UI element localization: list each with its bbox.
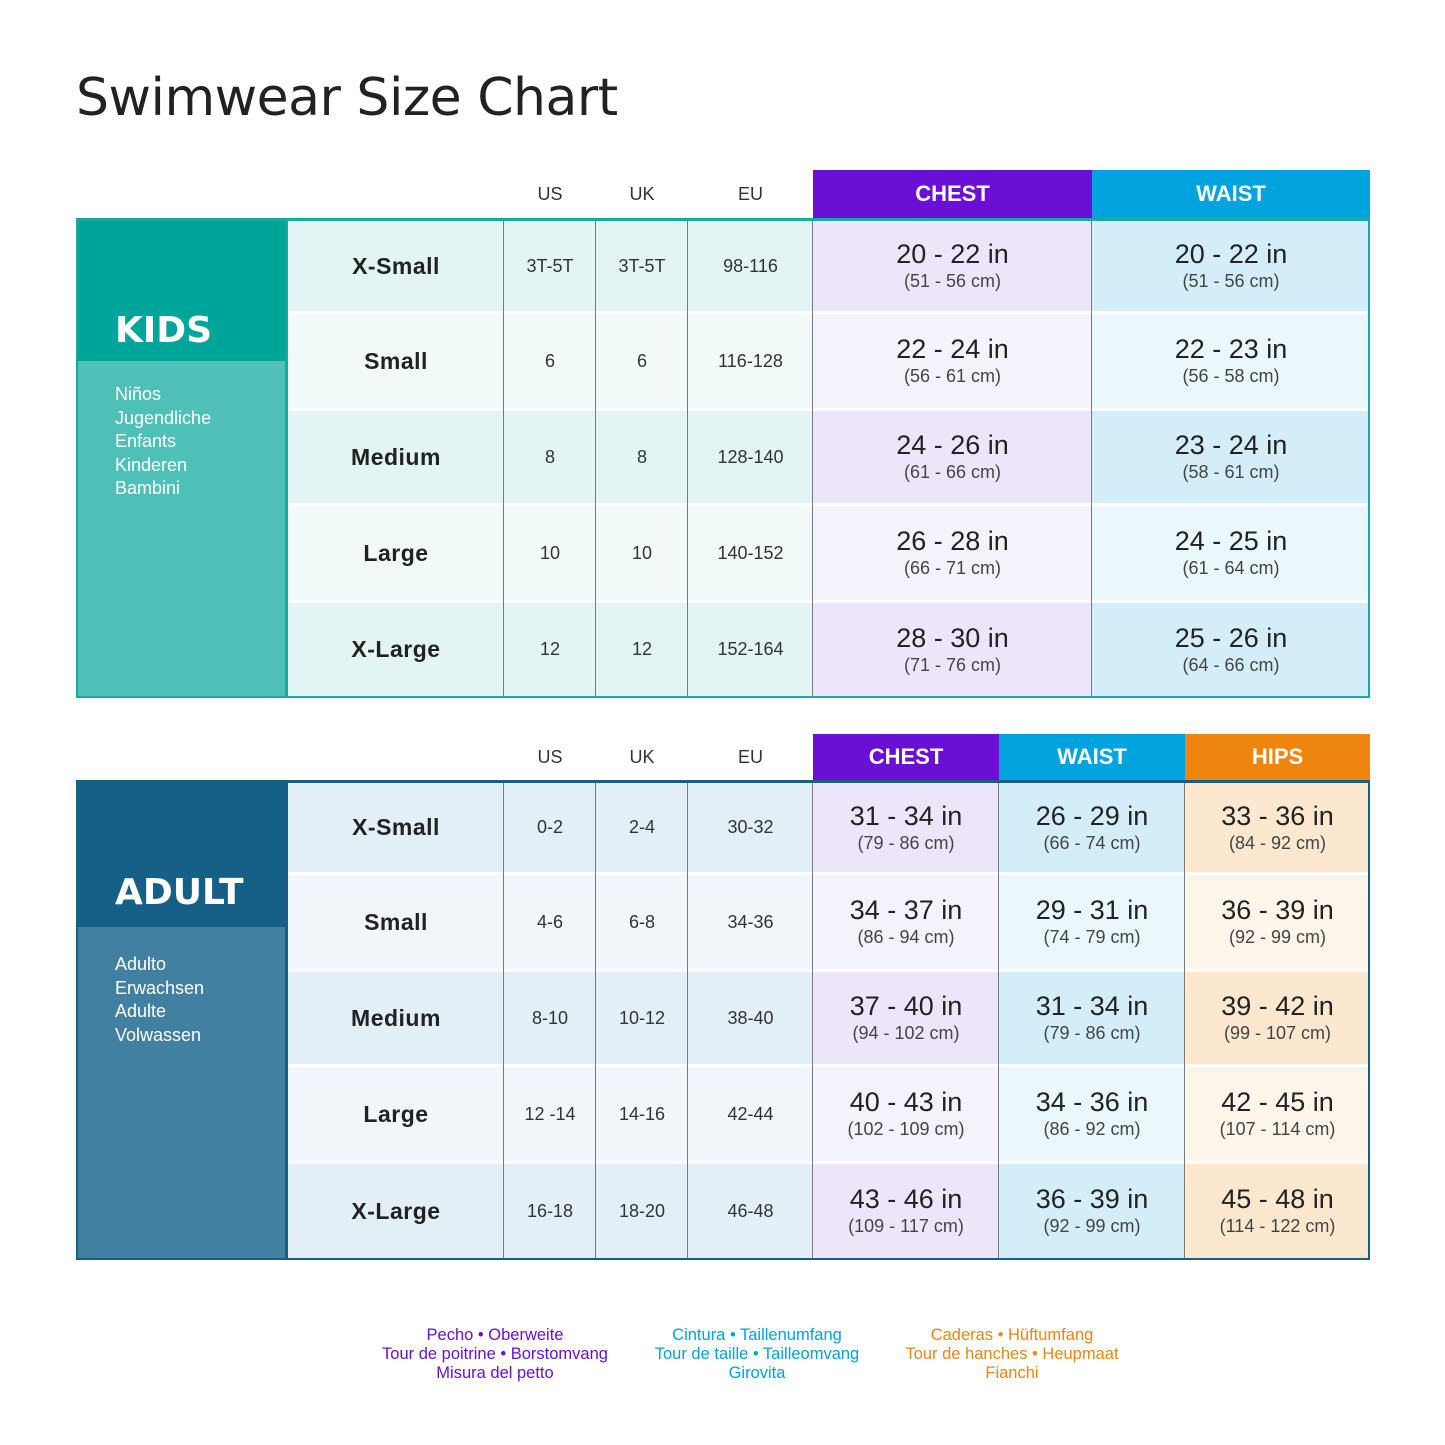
- waist-centimeters: (74 - 79 cm): [1043, 927, 1141, 947]
- kids-row: [288, 603, 1368, 696]
- chest-inches: 31 - 34 in: [849, 800, 963, 831]
- kids-us-cell: 6: [504, 314, 596, 408]
- adult-us-cell: 16-18: [504, 1164, 596, 1258]
- adult-chest-cell: [813, 1164, 999, 1258]
- kids-column-divider: [503, 218, 504, 698]
- adult-column-divider: [503, 780, 504, 1260]
- kids-waist-cell: [1092, 603, 1370, 696]
- adult-translations: [115, 953, 204, 1047]
- waist-inches: 23 - 24 in: [1174, 430, 1288, 460]
- waist-centimeters: (86 - 92 cm): [1043, 1119, 1141, 1139]
- kids-eu-header: EU: [737, 183, 763, 204]
- adult-hips-cell: [1185, 783, 1370, 872]
- chest-centimeters: (61 - 66 cm): [903, 462, 1002, 482]
- adult-column-divider: [998, 780, 999, 1260]
- page-title: Swimwear Size Chart: [76, 68, 618, 128]
- kids-us-cell: 10: [504, 506, 596, 600]
- adult-row: [288, 972, 1368, 1064]
- adult-uk-header: UK: [629, 746, 655, 767]
- adult-column-divider: [595, 780, 596, 1260]
- kids-label: KIDS: [115, 310, 213, 351]
- waist-inches: 25 - 26 in: [1174, 622, 1288, 653]
- adult-us-cell: 8-10: [504, 972, 596, 1064]
- adult-eu-cell: 42-44: [688, 1067, 813, 1161]
- chest-centimeters: (66 - 71 cm): [903, 558, 1002, 578]
- adult-panel-translations: [76, 927, 285, 1258]
- waist-centimeters: (79 - 86 cm): [1043, 1023, 1141, 1043]
- adult-chest-header: CHEST: [813, 734, 999, 780]
- adult-column-divider: [1184, 780, 1185, 1260]
- chest-inches: 22 - 24 in: [896, 334, 1009, 364]
- chest-inches: 37 - 40 in: [849, 991, 963, 1021]
- translation-item: Erwachsen: [115, 977, 205, 998]
- waist-legend-line: Tour de taille • Tailleomvang: [654, 1345, 860, 1363]
- adult-us-header: US: [537, 746, 563, 767]
- chest-inches: 26 - 28 in: [896, 526, 1009, 556]
- kids-us-cell: 8: [504, 411, 596, 503]
- kids-row: [288, 314, 1368, 408]
- kids-eu-cell: 152-164: [688, 603, 813, 696]
- adult-us-cell: 0-2: [504, 783, 596, 872]
- kids-panel-translations: [76, 361, 285, 696]
- translation-item: Enfants: [115, 431, 177, 451]
- adult-waist-cell: [999, 783, 1185, 872]
- adult-uk-cell: 6-8: [596, 875, 688, 969]
- kids-panel: [76, 218, 285, 696]
- kids-row: [288, 411, 1368, 503]
- waist-centimeters: (58 - 61 cm): [1182, 462, 1280, 482]
- kids-size-cell: Small: [288, 314, 504, 408]
- waist-centimeters: (64 - 66 cm): [1182, 654, 1280, 675]
- hips-centimeters: (92 - 99 cm): [1228, 927, 1327, 947]
- adult-row: [288, 875, 1368, 969]
- hips-centimeters: (84 - 92 cm): [1228, 832, 1327, 853]
- chest-inches: 43 - 46 in: [849, 1184, 963, 1214]
- translation-item: Niños: [115, 384, 162, 404]
- adult-eu-cell: 34-36: [688, 875, 813, 969]
- waist-centimeters: (51 - 56 cm): [1182, 271, 1280, 291]
- adult-row: [288, 1067, 1368, 1161]
- hips-centimeters: (99 - 107 cm): [1223, 1023, 1332, 1043]
- chest-centimeters: (79 - 86 cm): [857, 832, 955, 853]
- hips-inches: 33 - 36 in: [1221, 800, 1334, 831]
- hips-legend-line: Caderas • Hüftumfang: [930, 1326, 1094, 1344]
- adult-waist-cell: [999, 972, 1185, 1064]
- adult-eu-cell: 38-40: [688, 972, 813, 1064]
- chest-centimeters: (51 - 56 cm): [903, 271, 1002, 291]
- adult-size-cell: X-Large: [288, 1164, 504, 1258]
- waist-inches: 22 - 23 in: [1174, 334, 1288, 364]
- kids-size-cell: Medium: [288, 411, 504, 503]
- adult-waist-cell: [999, 1164, 1185, 1258]
- hips-inches: 36 - 39 in: [1221, 895, 1334, 925]
- chest-inches: 24 - 26 in: [896, 430, 1009, 460]
- adult-column-divider: [285, 780, 288, 1260]
- kids-column-divider: [595, 218, 596, 698]
- hips-centimeters: (114 - 122 cm): [1219, 1216, 1336, 1236]
- chest-centimeters: (71 - 76 cm): [903, 654, 1002, 675]
- kids-column-divider: [812, 218, 813, 698]
- kids-uk-cell: 10: [596, 506, 688, 600]
- kids-uk-cell: 3T-5T: [596, 221, 688, 311]
- waist-inches: 24 - 25 in: [1174, 526, 1288, 556]
- adult-eu-header: EU: [737, 746, 763, 767]
- adult-hips-cell: [1185, 1164, 1370, 1258]
- kids-waist-cell: [1092, 221, 1370, 311]
- adult-eu-cell: 46-48: [688, 1164, 813, 1258]
- adult-waist-cell: [999, 1067, 1185, 1161]
- kids-eu-cell: 128-140: [688, 411, 813, 503]
- adult-panel: [76, 780, 285, 1258]
- adult-uk-cell: 18-20: [596, 1164, 688, 1258]
- kids-waist-cell: [1092, 411, 1370, 503]
- kids-translations: [115, 383, 211, 501]
- kids-chest-cell: [813, 314, 1092, 408]
- waist-inches: 29 - 31 in: [1035, 895, 1149, 925]
- kids-size-table: [76, 170, 1370, 698]
- kids-eu-cell: 98-116: [688, 221, 813, 311]
- translation-item: Volwassen: [115, 1024, 202, 1045]
- adult-size-cell: Medium: [288, 972, 504, 1064]
- adult-uk-cell: 10-12: [596, 972, 688, 1064]
- translation-item: Kinderen: [115, 454, 188, 475]
- adult-row: [288, 1164, 1368, 1258]
- kids-row: [288, 506, 1368, 600]
- adult-eu-cell: 30-32: [688, 783, 813, 872]
- adult-chest-cell: [813, 1067, 999, 1161]
- adult-us-cell: 12 -14: [504, 1067, 596, 1161]
- kids-waist-cell: [1092, 506, 1370, 600]
- kids-chest-cell: [813, 411, 1092, 503]
- kids-us-cell: 12: [504, 603, 596, 696]
- adult-uk-cell: 2-4: [596, 783, 688, 872]
- kids-chest-cell: [813, 221, 1092, 311]
- kids-size-cell: X-Small: [288, 221, 504, 311]
- hips-legend: [862, 1326, 1162, 1383]
- adult-size-cell: Large: [288, 1067, 504, 1161]
- kids-column-divider: [687, 218, 688, 698]
- adult-uk-cell: 14-16: [596, 1067, 688, 1161]
- kids-column-divider: [1091, 218, 1092, 698]
- chest-inches: 20 - 22 in: [896, 239, 1009, 269]
- translation-item: Adulte: [115, 1001, 167, 1021]
- adult-size-cell: X-Small: [288, 783, 504, 872]
- adult-size-cell: Small: [288, 875, 504, 969]
- adult-hips-cell: [1185, 875, 1370, 969]
- adult-us-cell: 4-6: [504, 875, 596, 969]
- adult-hips-header: HIPS: [1185, 734, 1370, 780]
- kids-uk-cell: 6: [596, 314, 688, 408]
- chest-legend-line: Pecho • Oberweite: [426, 1326, 564, 1344]
- chest-inches: 40 - 43 in: [849, 1087, 963, 1117]
- kids-waist-cell: [1092, 314, 1370, 408]
- adult-chest-cell: [813, 972, 999, 1064]
- waist-centimeters: (92 - 99 cm): [1043, 1216, 1141, 1236]
- chest-inches: 28 - 30 in: [896, 622, 1009, 653]
- kids-eu-cell: 116-128: [688, 314, 813, 408]
- hips-legend-line: Fianchi: [985, 1364, 1039, 1382]
- waist-inches: 31 - 34 in: [1035, 991, 1149, 1021]
- waist-centimeters: (61 - 64 cm): [1182, 558, 1280, 578]
- kids-uk-cell: 12: [596, 603, 688, 696]
- kids-size-cell: X-Large: [288, 603, 504, 696]
- kids-chest-cell: [813, 603, 1092, 696]
- adult-panel-header: [76, 780, 285, 927]
- chest-centimeters: (102 - 109 cm): [847, 1119, 965, 1139]
- waist-inches: 26 - 29 in: [1035, 800, 1149, 831]
- chest-inches: 34 - 37 in: [849, 895, 963, 925]
- adult-waist-header: WAIST: [999, 734, 1185, 780]
- waist-inches: 36 - 39 in: [1035, 1184, 1149, 1214]
- kids-us-cell: 3T-5T: [504, 221, 596, 311]
- chest-centimeters: (56 - 61 cm): [903, 366, 1002, 386]
- chest-legend: [345, 1326, 645, 1383]
- chest-centimeters: (109 - 117 cm): [848, 1216, 964, 1236]
- kids-column-divider: [285, 218, 288, 698]
- adult-chest-cell: [813, 783, 999, 872]
- adult-size-table: [76, 734, 1370, 1260]
- translation-item: Jugendliche: [115, 407, 212, 428]
- kids-size-cell: Large: [288, 506, 504, 600]
- kids-uk-cell: 8: [596, 411, 688, 503]
- chest-legend-line: Tour de poitrine • Borstomvang: [382, 1345, 608, 1363]
- translation-item: Bambini: [115, 478, 181, 498]
- kids-panel-header: [76, 218, 285, 361]
- kids-uk-header: UK: [629, 183, 655, 204]
- kids-us-header: US: [537, 183, 563, 204]
- adult-hips-cell: [1185, 1067, 1370, 1161]
- kids-chest-cell: [813, 506, 1092, 600]
- hips-inches: 45 - 48 in: [1221, 1184, 1334, 1214]
- waist-inches: 20 - 22 in: [1174, 239, 1288, 269]
- hips-centimeters: (107 - 114 cm): [1219, 1119, 1336, 1139]
- kids-row: [288, 221, 1368, 311]
- waist-legend-line: Girovita: [728, 1364, 786, 1382]
- adult-column-divider: [812, 780, 813, 1260]
- adult-label: ADULT: [115, 872, 244, 913]
- waist-legend-line: Cintura • Taillenumfang: [672, 1326, 842, 1344]
- waist-centimeters: (66 - 74 cm): [1043, 832, 1141, 853]
- adult-column-divider: [687, 780, 688, 1260]
- hips-inches: 42 - 45 in: [1221, 1087, 1334, 1117]
- chest-legend-line: Misura del petto: [436, 1364, 554, 1382]
- waist-inches: 34 - 36 in: [1035, 1087, 1149, 1117]
- adult-chest-cell: [813, 875, 999, 969]
- hips-legend-line: Tour de hanches • Heupmaat: [905, 1345, 1119, 1363]
- chest-centimeters: (94 - 102 cm): [852, 1023, 960, 1043]
- kids-eu-cell: 140-152: [688, 506, 813, 600]
- adult-waist-cell: [999, 875, 1185, 969]
- waist-centimeters: (56 - 58 cm): [1182, 366, 1280, 386]
- adult-hips-cell: [1185, 972, 1370, 1064]
- adult-row: [288, 783, 1368, 872]
- kids-waist-header: WAIST: [1092, 170, 1370, 218]
- hips-inches: 39 - 42 in: [1221, 991, 1334, 1021]
- chest-centimeters: (86 - 94 cm): [857, 927, 955, 947]
- kids-chest-header: CHEST: [813, 170, 1092, 218]
- translation-item: Adulto: [115, 954, 167, 974]
